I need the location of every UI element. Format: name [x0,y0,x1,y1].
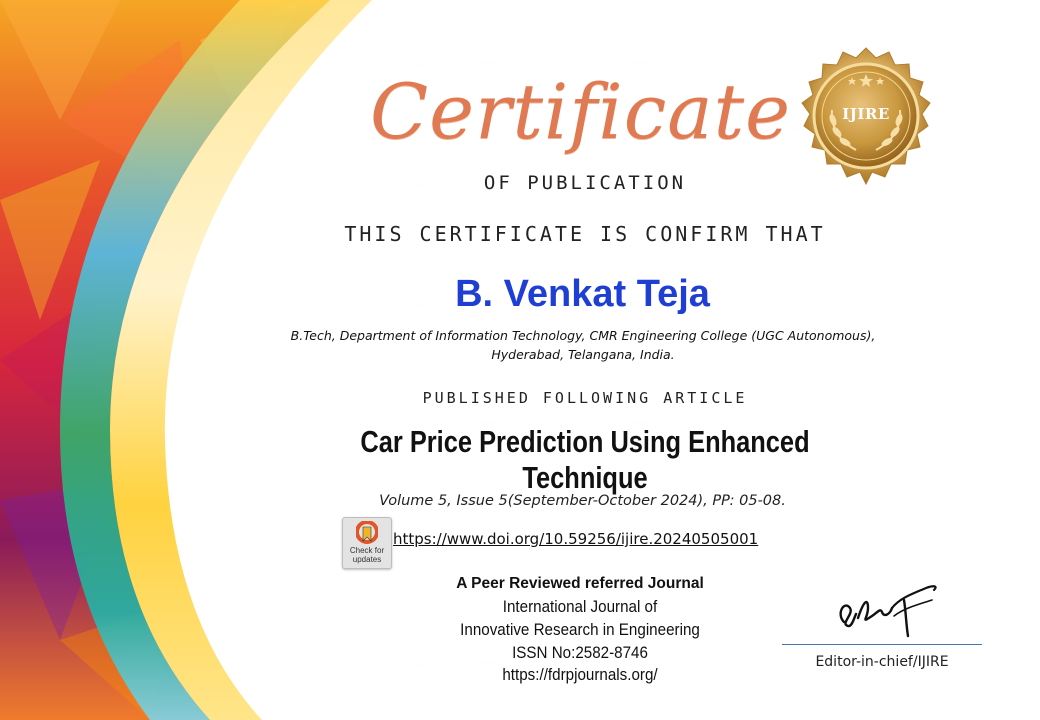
journal-name-line-2: Innovative Research in Engineering [460,621,700,639]
doi-link[interactable]: https://www.doi.org/10.59256/ijire.20240505001 [393,530,759,548]
affiliation-line-2: Hyderabad, Telangana, India. [491,347,675,362]
check-label-line-2: updates [352,555,382,564]
journal-review-line: A Peer Reviewed referred Journal [456,575,704,592]
certificate-title: Certificate [370,67,792,156]
bookmark-icon [356,521,378,545]
journal-name-line-1: International Journal of [502,598,658,616]
signature-icon [830,578,950,642]
affiliation-line-1: B.Tech, Department of Information Technology, CMR Engineering College (UGC Autonomous), [290,328,876,343]
seal-label: IJIRE [842,105,890,123]
confirm-statement: THIS CERTIFICATE IS CONFIRM THAT [344,222,826,246]
editor-signature [830,578,950,647]
published-label: PUBLISHED FOLLOWING ARTICLE [422,389,748,407]
check-label-line-1: Check for [349,546,385,555]
issn-line: ISSN No:2582-8746 [512,644,648,662]
certificate-subtitle: OF PUBLICATION [483,172,687,194]
journal-url[interactable]: https://fdrpjournals.org/ [502,666,658,684]
editor-role-label: Editor-in-chief/IJIRE [815,654,949,670]
check-for-updates-badge[interactable] [342,517,392,569]
signature-line [782,644,982,645]
recipient-name: B. Venkat Teja [455,273,710,315]
journal-seal [786,36,946,196]
article-title: Car Price Prediction Using Enhanced Technique [360,424,810,495]
volume-info: Volume 5, Issue 5(September-October 2024), PP: 05-08. [379,493,786,509]
